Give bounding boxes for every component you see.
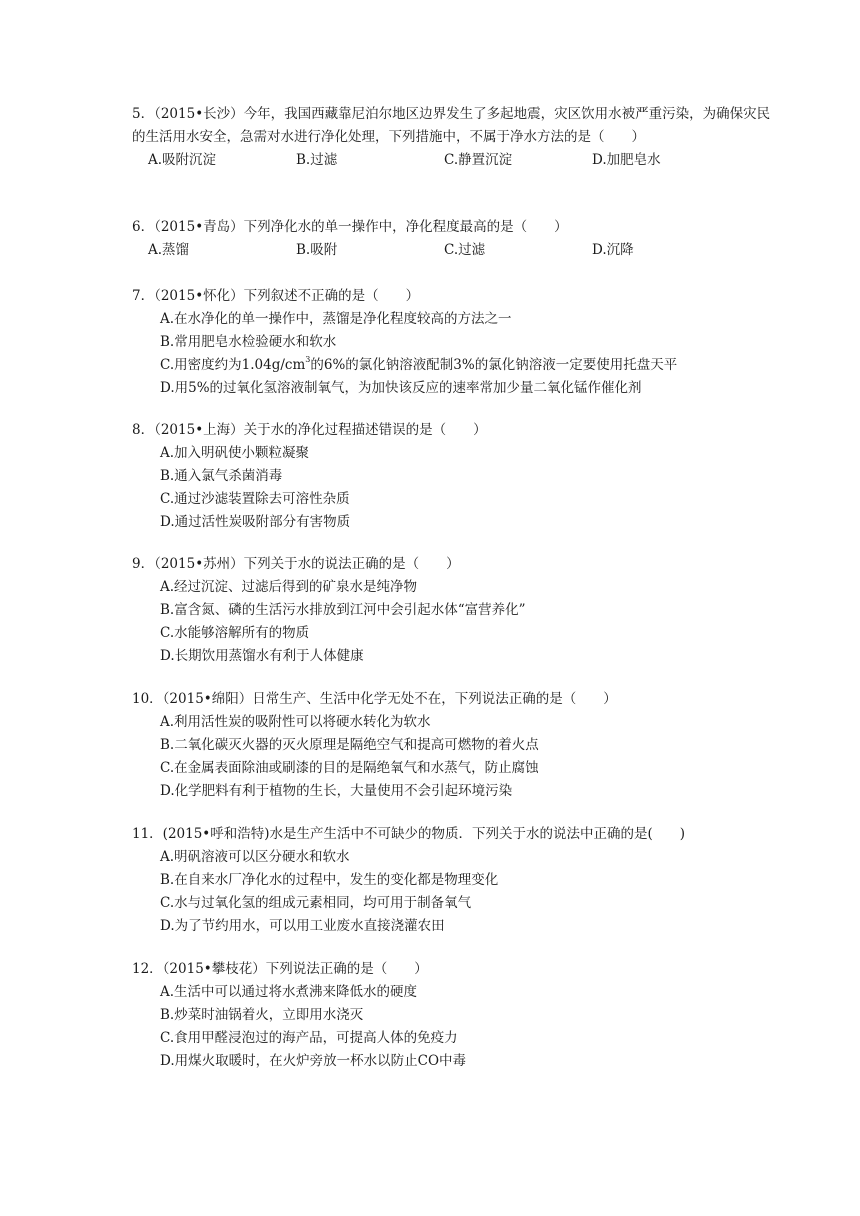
option-a: A.在水净化的单一操作中，蒸馏是净化程度较高的方法之一 (160, 311, 512, 327)
option-a: A.吸附沉淀 (148, 152, 217, 168)
option-c: C.水与过氧化氢的组成元素相同，均可用于制备氧气 (160, 895, 472, 911)
option-c: C.水能够溶解所有的物质 (160, 625, 310, 641)
question-stem: 5．（2015•长沙）今年，我国西藏靠尼泊尔地区边界发生了多起地震，灾区饮用水被严重污染，为确保灾民的生活用水安全，急需对水进行净化处理，下列措施中，不属于净水方法的是（ ） (132, 106, 771, 145)
option-c-text-rest: 的6%的氯化钠溶液配制3%的氯化钠溶液一定要使用托盘天平 (310, 357, 678, 373)
option-b: B.在自来水厂净化水的过程中，发生的变化都是物理变化 (160, 872, 499, 888)
question-7 (132, 285, 772, 400)
option-c-text: C.用密度约为1.04g/cm (160, 357, 306, 373)
option-c: C.静置沉淀 (444, 152, 513, 168)
option-d: D.用煤火取暖时，在火炉旁放一杯水以防止CO中毒 (160, 1053, 467, 1069)
option-d: D.沉降 (592, 242, 634, 258)
question-stem: 9．（2015•苏州）下列关于水的说法正确的是（ ） (132, 556, 460, 572)
option-c (160, 354, 772, 377)
options-list (132, 846, 772, 938)
option-a: A.利用活性炭的吸附性可以将硬水转化为软水 (160, 714, 431, 730)
option-d: D.通过活性炭吸附部分有害物质 (160, 514, 351, 530)
option-a: A.经过沉淀、过滤后得到的矿泉水是纯净物 (160, 579, 418, 595)
option-a: A.生活中可以通过将水煮沸来降低水的硬度 (160, 984, 418, 1000)
question-stem: 10．（2015•绵阳）日常生产、生活中化学无处不在，下列说法正确的是（ ） (132, 691, 617, 707)
option-d: D.加肥皂水 (592, 152, 661, 168)
option-c: C.过滤 (444, 242, 486, 258)
question-stem: 8．（2015•上海）关于水的净化过程描述错误的是（ ） (132, 422, 487, 438)
option-b: B.常用肥皂水检验硬水和软水 (160, 334, 337, 350)
option-c: C.通过沙滤装置除去可溶性杂质 (160, 491, 350, 507)
options-list (132, 576, 772, 668)
option-d: D.用5%的过氧化氢溶液制氧气，为加快该反应的速率常加少量二氧化锰作催化剂 (160, 380, 642, 396)
question-stem: 7．（2015•怀化）下列叙述不正确的是（ ） (132, 288, 420, 304)
options-list (132, 981, 772, 1073)
option-b: B.吸附 (296, 242, 338, 258)
question-5 (132, 103, 772, 172)
option-b: B.炒菜时油锅着火，立即用水浇灭 (160, 1007, 364, 1023)
option-a: A.加入明矾使小颗粒凝聚 (160, 445, 310, 461)
option-d: D.化学肥料有利于植物的生长，大量使用不会引起环境污染 (160, 783, 513, 799)
options-row (132, 239, 772, 262)
superscript-3: 3 (305, 354, 311, 364)
option-b: B.过滤 (296, 152, 338, 168)
question-12 (132, 958, 772, 1073)
question-8 (132, 419, 772, 534)
option-a: A.蒸馏 (148, 242, 190, 258)
question-stem: 12．（2015•攀枝花）下列说法正确的是（ ） (132, 961, 428, 977)
options-list (132, 308, 772, 400)
options-list (132, 711, 772, 803)
question-stem: 11．(2015•呼和浩特)水是生产生活中不可缺少的物质．下列关于水的说法中正确的是( ) (132, 826, 686, 842)
option-a: A.明矾溶液可以区分硬水和软水 (160, 849, 350, 865)
options-row (132, 149, 772, 172)
option-b: B.通入氯气杀菌消毒 (160, 468, 283, 484)
question-6 (132, 216, 772, 262)
question-11 (132, 823, 772, 938)
option-c: C.食用甲醛浸泡过的海产品，可提高人体的免疫力 (160, 1030, 458, 1046)
question-9 (132, 553, 772, 668)
option-b: B.二氧化碳灭火器的灭火原理是隔绝空气和提高可燃物的着火点 (160, 737, 539, 753)
option-d: D.长期饮用蒸馏水有利于人体健康 (160, 648, 364, 664)
option-d: D.为了节约用水，可以用工业废水直接浇灌农田 (160, 918, 445, 934)
option-c: C.在金属表面除油或刷漆的目的是隔绝氧气和水蒸气，防止腐蚀 (160, 760, 539, 776)
option-b: B.富含氮、磷的生活污水排放到江河中会引起水体“富营养化” (160, 602, 526, 618)
options-list (132, 442, 772, 534)
question-stem: 6．（2015•青岛）下列净化水的单一操作中，净化程度最高的是（ ） (132, 219, 568, 235)
question-10 (132, 688, 772, 803)
